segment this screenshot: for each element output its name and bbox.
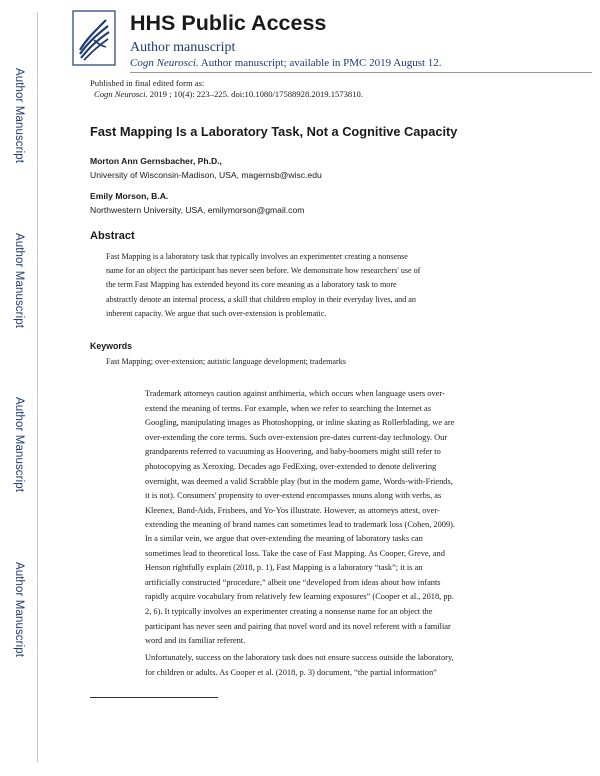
body-line: for children or adults. As Cooper et al. (2018, p. 3) document, “the partial information”: [145, 667, 437, 677]
body-line: it is not). Consumers' propensity to over-extend encompasses nouns along with verbs, as: [145, 491, 442, 501]
body-line: Kleenex, Band-Aids, Frisbees, and Yo-Yos illustrate. However, as attorneys attest, over-: [145, 505, 440, 515]
body-line: In a similar vein, we argue that over-extending the meaning of laboratory tasks can: [145, 534, 423, 543]
hhs-public-access-title: HHS Public Access: [130, 11, 327, 35]
header-divider: [130, 72, 592, 73]
body-paragraph: [145, 651, 525, 680]
author-name: Emily Morson, B.A.: [90, 191, 169, 201]
abstract-heading: Abstract: [90, 230, 135, 242]
body-line: Henson rightfully explain (2018, p. 1), Fast Mapping is a laboratory “task”; it is an: [145, 563, 423, 573]
citation-journal: Cogn Neurosci.: [94, 89, 148, 99]
body-line: extend the meaning of terms. For example, when we refer to searching the Internet as: [145, 403, 432, 413]
hhs-eagle-logo-icon: [72, 10, 116, 66]
body-line: photocopying as Xeroxing. Decades ago FedExing, over-extended to denote delivering: [145, 461, 437, 471]
body-paragraph: [145, 387, 525, 533]
author-name: Morton Ann Gernsbacher, Ph.D.,: [90, 156, 222, 166]
author-affiliation: Northwestern University, USA, emilymorson@gmail.com: [90, 205, 305, 215]
article-title: Fast Mapping Is a Laboratory Task, Not a Cognitive Capacity: [90, 124, 458, 139]
author-manuscript-side-label: Author Manuscript: [13, 562, 25, 658]
author-manuscript-subtitle: Author manuscript: [130, 40, 236, 55]
abstract-line: name for an object the participant has never seen before. We demonstrate how researchers' use of: [106, 266, 421, 276]
body-line: rapidly acquire vocabulary from relatively few learning exposures” (Cooper et al., 2018, pp.: [145, 592, 454, 602]
body-line: Unfortunately, success on the laboratory task does not ensure success outside the laboratory,: [145, 653, 454, 662]
citation-details: 2019 ; 10(4): 223–225. doi:10.1080/17588928.2019.1573810.: [147, 89, 363, 99]
body-line: extending the meaning of brand names can sometimes lead to trademark loss (Cohen, 2009).: [145, 520, 456, 530]
hhs-header: [72, 10, 572, 72]
availability-text: Author manuscript; available in PMC 2019 August 12.: [198, 57, 442, 69]
body-line: participant has never seen and pairing that novel word and its novel referent with a familiar: [145, 621, 451, 631]
body-line: Googling, manipulating images as Photoshopping, or inline skating as Rollerblading, we are: [145, 418, 455, 428]
availability-journal: Cogn Neurosci.: [130, 57, 199, 69]
author-manuscript-side-label: Author Manuscript: [13, 233, 25, 329]
body-line: sometimes lead to theoretical loss. Take the case of Fast Mapping. As Cooper, Greve, and: [145, 548, 445, 558]
body-line: grandparents referred to vacuuming as Hoovering, and baby-boomers might still refer to: [145, 447, 441, 457]
author-manuscript-side-label: Author Manuscript: [13, 68, 25, 164]
body-line: Trademark attorneys caution against anthimeria, which occurs when language users over-: [145, 389, 445, 398]
abstract-line: abstractly denote an internal process, a skill that children employ in their everyday lives, and an: [106, 294, 416, 304]
body-line: over-extending the core terms. Such over-extension pre-dates current-day technology. Our: [145, 432, 448, 442]
author-manuscript-side-label: Author Manuscript: [13, 397, 25, 493]
body-paragraph: [145, 532, 525, 649]
keywords-text: Fast Mapping; over-extension; autistic language development; trademarks: [106, 357, 346, 366]
body-line: 2, 6). It typically involves an experimenter creating a nonsense name for an object the: [145, 606, 433, 616]
keywords-heading: Keywords: [90, 341, 133, 351]
citation: [94, 89, 363, 99]
abstract-line: inherent capacity. We argue that such over-extension is problematic.: [106, 308, 327, 318]
body-line: word and its familiar referent.: [145, 636, 246, 646]
body-line: artificially constructed “procedure,” albeit one “developed from ideas about how infants: [145, 577, 441, 587]
abstract-line: the term Fast Mapping has extended beyond its core meaning as a laboratory task to more: [106, 280, 397, 290]
published-label: Published in final edited form as:: [90, 78, 205, 88]
footnote-divider: [90, 697, 218, 698]
author-affiliation: University of Wisconsin-Madison, USA, magernsb@wisc.edu: [90, 170, 322, 180]
margin-divider: [37, 12, 38, 762]
availability-line: [130, 57, 442, 69]
abstract-text: [106, 250, 506, 321]
abstract-line: Fast Mapping is a laboratory task that typically involves an experimenter creating a nonsense: [106, 252, 408, 261]
body-line: overnight, was deemed a valid Scrabble play (but in the modern game, Words-with-Friends,: [145, 476, 453, 486]
